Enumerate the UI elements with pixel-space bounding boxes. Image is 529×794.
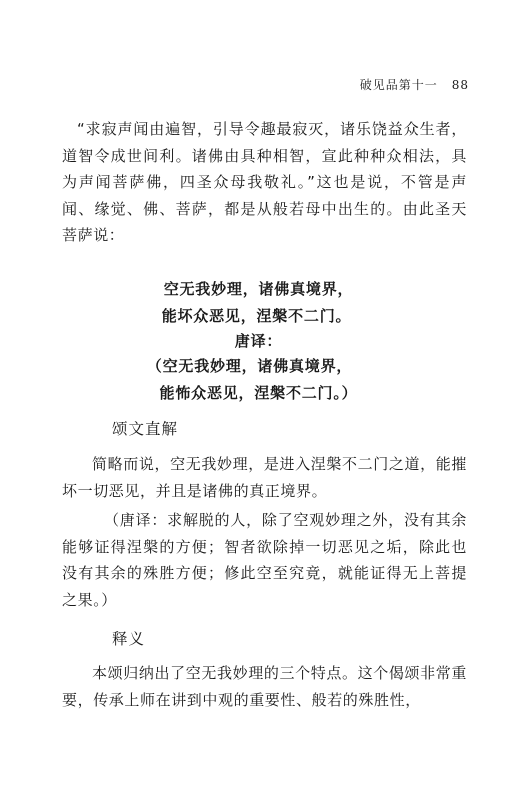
tang-translation-label: 唐译： [234, 332, 283, 350]
verse-line-2: 能坏众恶见，涅槃不二门。 [161, 307, 352, 325]
page-number: 88 [451, 78, 469, 92]
verse-line-1: 空无我妙理，诸佛真境界， [163, 280, 354, 298]
paragraph-explanation: 简略而说，空无我妙理，是进入涅槃不二门之道，能摧坏一切恶见，并且是诸佛的真正境界。 [62, 455, 467, 500]
section-heading-meaning: 释义 [112, 630, 146, 648]
tang-verse-line-1: （空无我妙理，诸佛真境界， [146, 357, 353, 375]
paragraph-meaning: 本颂归纳出了空无我妙理的三个特点。这个偈颂非常重要，传承上师在讲到中观的重要性、般若的殊胜性， [62, 664, 467, 709]
chapter-title: 破见品第十一 [359, 78, 438, 92]
tang-verse-line-2: 能怖众恶见，涅槃不二门。） [159, 384, 358, 402]
running-header [360, 76, 469, 93]
paragraph-tang-explanation: （唐译：求解脱的人，除了空观妙理之外，没有其余能够证得涅槃的方便；智者欲除掉一切恶见之垢，除此也没有其余的殊胜方便；修此空至究竟，就能证得无上菩提之果。） [62, 511, 467, 609]
paragraph-quote: “求寂声闻由遍智，引导令趣最寂灭，诸乐饶益众生者，道智令成世间利。诸佛由具种相智，宣此种种众相法，具为声闻菩萨佛，四圣众母我敬礼。”这也是说，不管是声闻、缘觉、佛、菩萨，都是从般若母中出生的。由此圣天菩萨说： [62, 120, 467, 244]
section-heading-direct-explanation: 颂文直解 [112, 420, 179, 438]
